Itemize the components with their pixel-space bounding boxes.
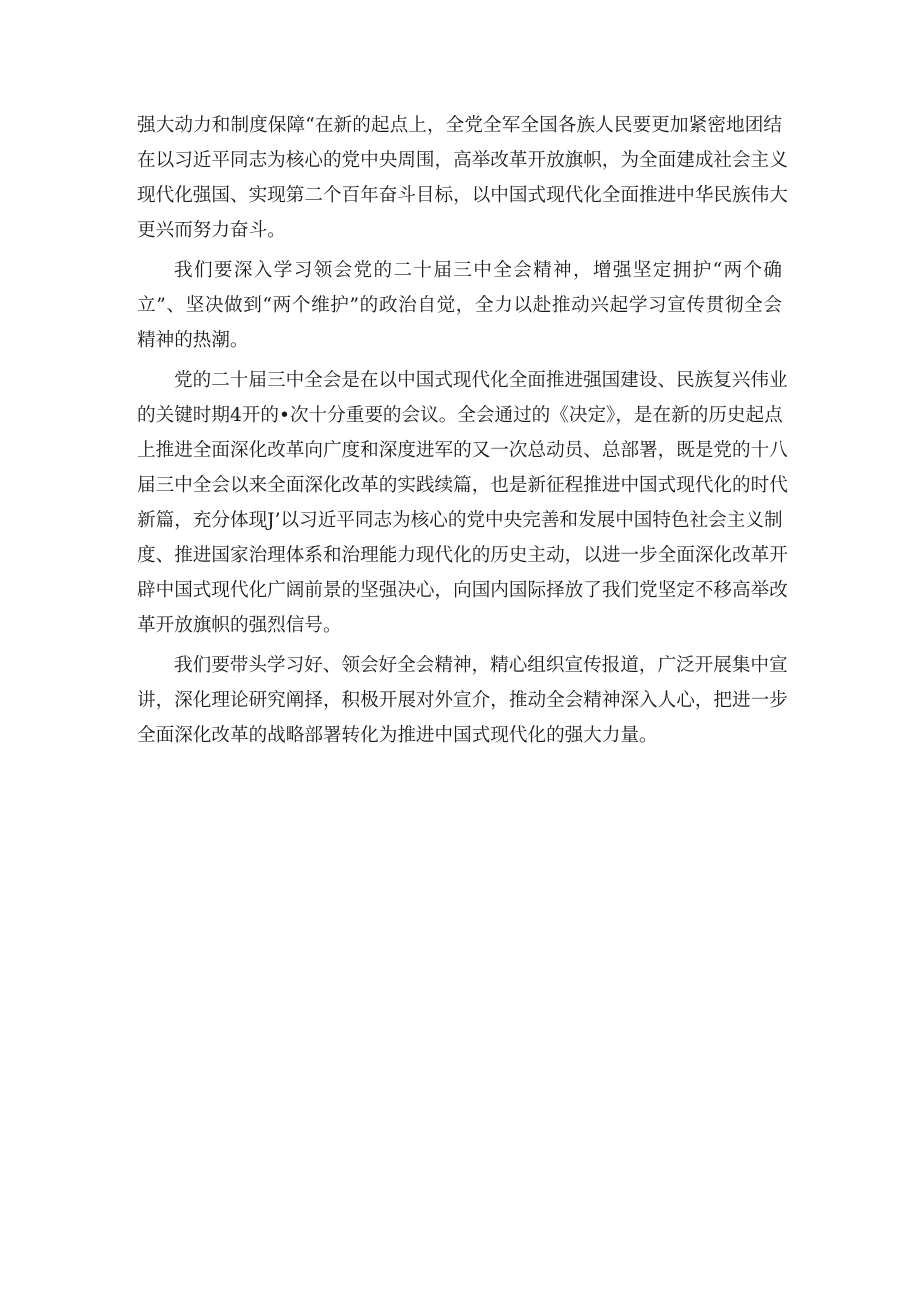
text-line: 度、推进国家治理体系和治理能力现代化的历史主动，以进一步全面深化改革开 <box>137 545 788 566</box>
paragraph-3 <box>137 363 788 643</box>
paragraph-1 <box>137 108 788 248</box>
paragraph-4 <box>137 648 788 753</box>
text-line: 的关键时期4开的•次十分重要的会议。全会通过的《决定》，是在新的历史起点 <box>137 405 783 426</box>
text-line: 我们要深入学习领会党的二十届三中全会精神，增强坚定拥护“两个确 <box>174 260 782 281</box>
text-line: 我们要带头学习好、领会好全会精神，精心组织宣传报道，广泛开展集中宣 <box>174 655 788 676</box>
text-line: 党的二十届三中全会是在以中国式现代化全面推进强国建设、民族复兴伟业 <box>174 370 788 391</box>
text-line: 更兴而努力奋斗。 <box>137 220 286 241</box>
text-line: 精神的热潮。 <box>137 330 249 351</box>
text-line: 上推进全面深化改革向广度和深度进军的又一次总动员、总部署，既是党的十八 <box>137 440 788 461</box>
text-line: 讲，深化理论研究阐择，积极开展对外宣介，推动全会精神深入人心，把进一步 <box>137 690 788 711</box>
text-line: 立”、坚决做到“两个维护”的政治自觉，全力以赴推动兴起学习宣传贯彻全会 <box>137 295 782 316</box>
text-line: 届三中全会以来全面深化改革的实践续篇，也是新征程推进中国式现代化的时代 <box>137 475 788 496</box>
paragraph-2 <box>137 253 782 358</box>
text-line: 辟中国式现代化广阔前景的坚强决心，向国内国际择放了我们党坚定不移高举改 <box>137 580 788 601</box>
text-line: 全面深化改革的战略部署转化为推进中国式现代化的强大力量。 <box>137 725 658 746</box>
text-line: 强大动力和制度保障“在新的起点上，全党全军全国各族人民要更加紧密地团结 <box>137 115 782 136</box>
text-line: 革开放旗帜的强烈信号。 <box>137 615 342 636</box>
text-line: 现代化强国、实现第二个百年奋斗目标，以中国式现代化全面推进中华民族伟大 <box>137 185 788 206</box>
text-line: 新篇，充分体现J’以习近平同志为核心的党中央完善和发展中国特色社会主义制 <box>137 510 783 531</box>
document-body <box>137 108 788 753</box>
text-line: 在以习近平同志为核心的党中央周围，高举改革开放旗帜，为全面建成社会主义 <box>137 150 788 171</box>
